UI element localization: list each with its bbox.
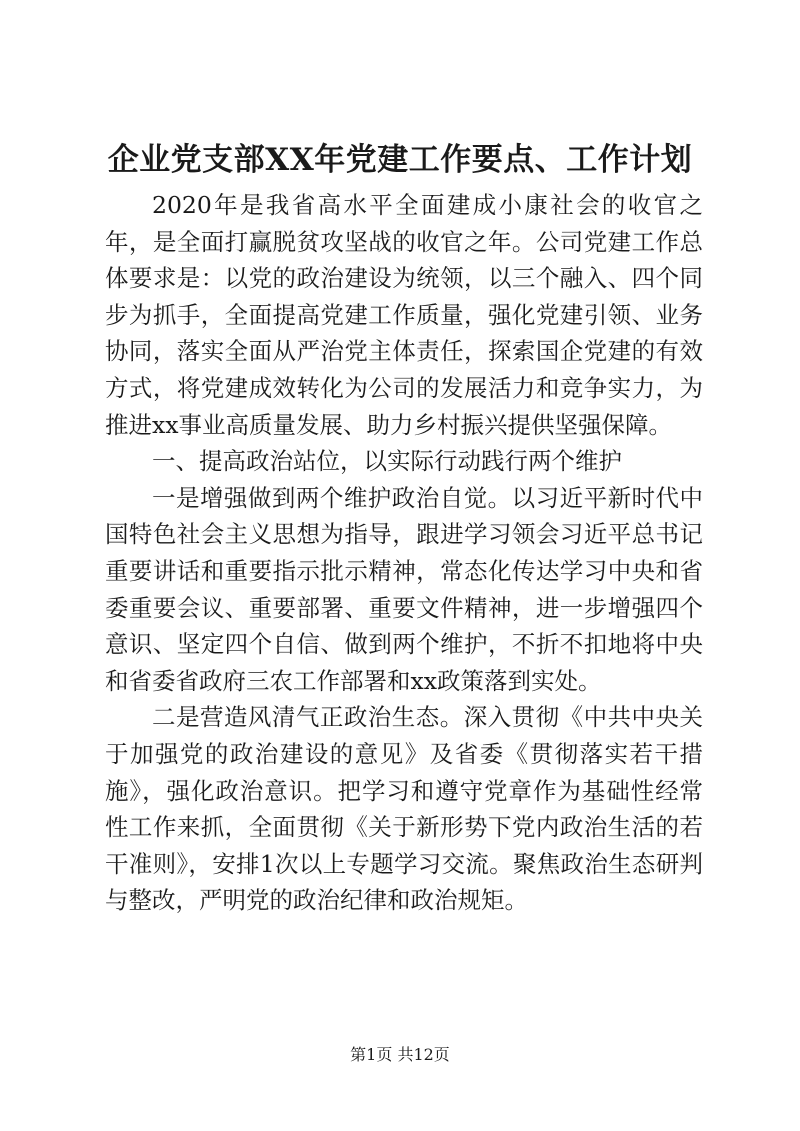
paragraph-item-2: 二是营造风清气正政治生态。深入贯彻《中共中央关于加强党的政治建设的意见》及省委《贯彻落实若干措施》，强化政治意识。把学习和遵守党章作为基础性经常性工作来抓，全面贯彻《关于新形势下党内政治生活的若干准则》，安排1次以上专题学习交流。聚焦政治生态研判与整改，严明党的政治纪律和政治规矩。 xyxy=(105,703,703,915)
document-body xyxy=(105,187,703,919)
paragraph-intro: 2020年是我省高水平全面建成小康社会的收官之年，是全面打赢脱贫攻坚战的收官之年。公司党建工作总体要求是：以党的政治建设为统领，以三个融入、四个同步为抓手，全面提高党建工作质量，强化党建引领、业务协同，落实全面从严治党主体责任，探索国企党建的有效方式，将党建成效转化为公司的发展活力和竞争实力，为推进xx事业高质量发展、助力乡村振兴提供坚强保障。 xyxy=(105,191,703,439)
paragraph-item-1: 一是增强做到两个维护政治自觉。以习近平新时代中国特色社会主义思想为指导，跟进学习领会习近平总书记重要讲话和重要指示批示精神，常态化传达学习中央和省委重要会议、重要部署、重要文件精神，进一步增强四个意识、坚定四个自信、做到两个维护，不折不扣地将中央和省委省政府三农工作部署和xx政策落到实处。 xyxy=(105,483,703,695)
section-heading: 一、提高政治站位，以实际行动践行两个维护 xyxy=(152,447,622,476)
page-footer xyxy=(0,1045,800,1065)
document-title: 企业党支部XX年党建工作要点、工作计划 xyxy=(107,142,693,178)
page-indicator: 第1页 共12页 xyxy=(350,1045,450,1064)
